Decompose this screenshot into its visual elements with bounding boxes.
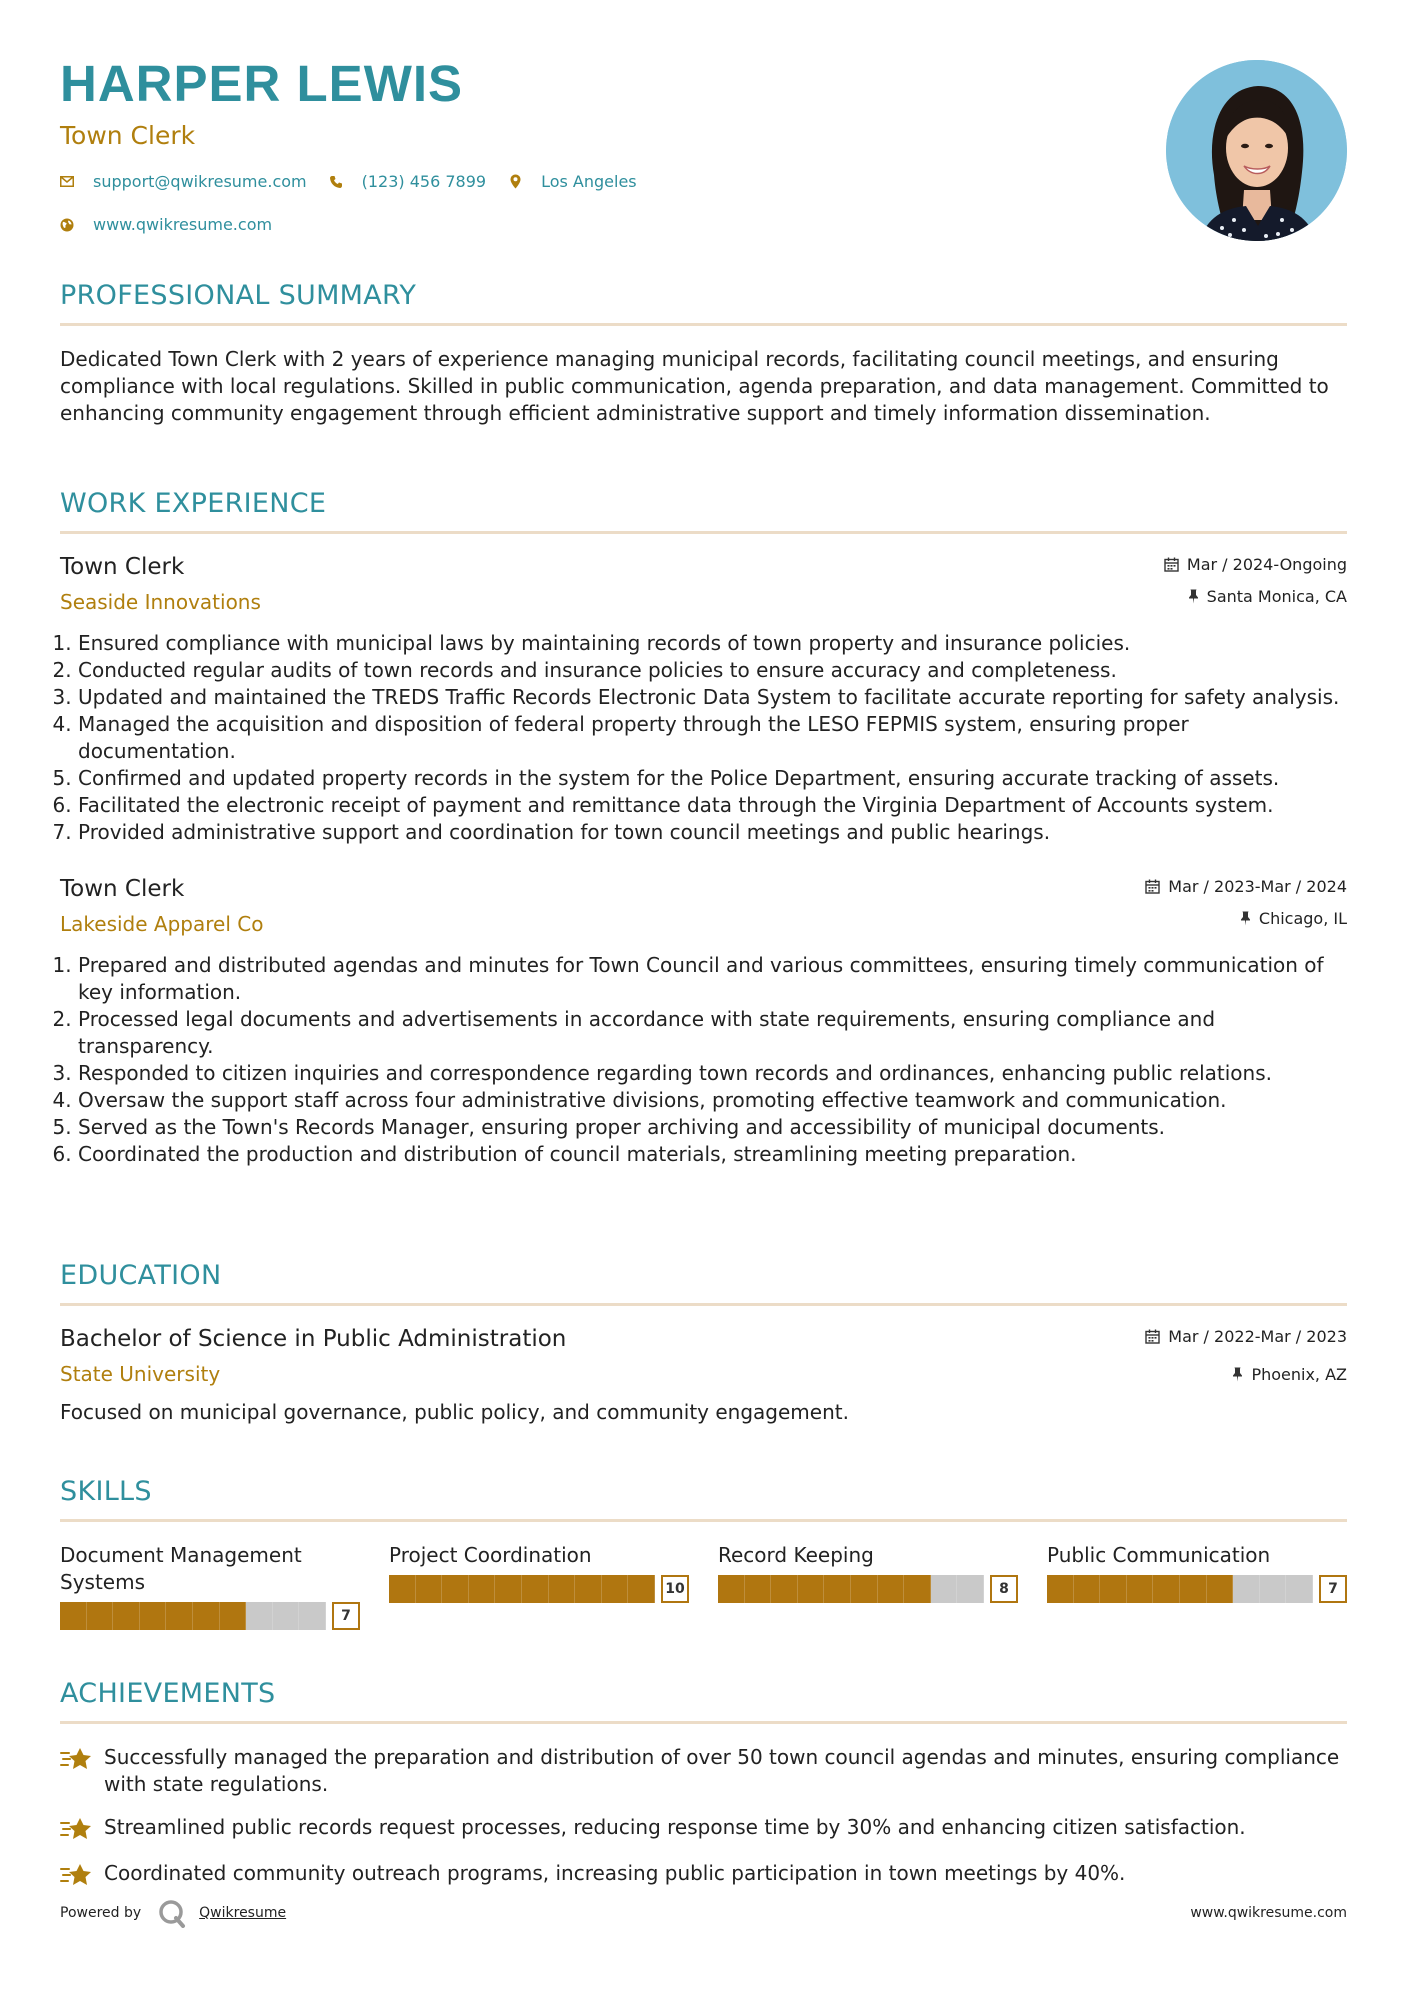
education-meta	[1145, 1326, 1347, 1384]
job-dates: Mar / 2023-Mar / 2024	[1168, 876, 1347, 896]
skill-item	[1047, 1542, 1347, 1630]
job-entry	[60, 554, 1347, 846]
pushpin-icon	[1188, 589, 1199, 604]
brand-link[interactable]: Qwikresume	[199, 1905, 287, 1921]
skill-name: Document Management Systems	[60, 1543, 302, 1594]
skill-track	[718, 1575, 984, 1603]
skill-item	[60, 1542, 360, 1630]
skill-segment-empty	[246, 1602, 273, 1630]
skill-segment-filled	[1207, 1575, 1234, 1603]
job-dates: Mar / 2024-Ongoing	[1186, 554, 1347, 574]
skill-segment-filled	[878, 1575, 905, 1603]
skill-score: 7	[332, 1602, 360, 1630]
page-footer	[60, 1898, 1347, 1928]
skill-segment-filled	[904, 1575, 931, 1603]
job-meta	[1164, 554, 1347, 606]
skill-segment-filled	[113, 1602, 140, 1630]
skill-segment-filled	[220, 1602, 247, 1630]
map-pin-icon	[508, 175, 522, 189]
summary-section	[60, 280, 1347, 427]
star-icon	[60, 1814, 94, 1844]
skill-segment-filled	[602, 1575, 629, 1603]
skill-segment-filled	[851, 1575, 878, 1603]
job-bullet: 4. Managed the acquisition and disposition of federal property through the LESO FEPMIS system, ensuring proper documentation.	[78, 711, 1347, 765]
skill-segment-filled	[1047, 1575, 1074, 1603]
footer-branding	[60, 1898, 286, 1928]
degree-title: Bachelor of Science in Public Administration	[60, 1326, 567, 1352]
achievements-divider	[60, 1721, 1347, 1724]
pushpin-icon	[1232, 1367, 1243, 1382]
skill-segment-filled	[1153, 1575, 1180, 1603]
qwikresume-logo-icon	[157, 1898, 187, 1928]
school-name: State University	[60, 1362, 221, 1386]
skill-rating-bar	[718, 1575, 1018, 1603]
achievements-heading: ACHIEVEMENTS	[60, 1678, 276, 1709]
skill-name: Project Coordination	[389, 1543, 592, 1567]
skill-name: Public Communication	[1047, 1543, 1271, 1567]
job-bullet: 1. Ensured compliance with municipal laws by maintaining records of town property and insurance policies.	[78, 630, 1347, 657]
job-title: Town Clerk	[60, 876, 185, 902]
contact-phone[interactable]	[329, 172, 486, 191]
job-company: Lakeside Apparel Co	[60, 912, 264, 936]
skill-track	[1047, 1575, 1313, 1603]
skill-segment-filled	[718, 1575, 745, 1603]
profile-photo	[1166, 60, 1347, 241]
job-bullet: 3. Responded to citizen inquiries and correspondence regarding town records and ordinances, enhancing public relations.	[78, 1060, 1347, 1087]
skill-segment-filled	[798, 1575, 825, 1603]
skills-divider	[60, 1519, 1347, 1522]
contact-email[interactable]	[60, 172, 307, 191]
star-icon	[60, 1744, 94, 1774]
experience-section	[60, 488, 1347, 1168]
skill-segment-empty	[1286, 1575, 1313, 1603]
skill-name: Record Keeping	[718, 1543, 874, 1567]
skill-segment-filled	[1100, 1575, 1127, 1603]
job-title: Town Clerk	[60, 554, 185, 580]
achievement-item	[60, 1860, 1347, 1890]
job-bullets	[60, 952, 1347, 1168]
skill-rating-bar	[389, 1575, 689, 1603]
resume-header	[60, 55, 1347, 248]
education-heading: EDUCATION	[60, 1260, 222, 1291]
skill-item	[718, 1542, 1018, 1630]
job-meta	[1145, 876, 1347, 928]
skill-segment-filled	[1127, 1575, 1154, 1603]
skill-segment-filled	[1180, 1575, 1207, 1603]
website-text: www.qwikresume.com	[93, 215, 273, 234]
calendar-icon	[1164, 557, 1179, 572]
skill-segment-filled	[522, 1575, 549, 1603]
job-bullet: 6. Coordinated the production and distribution of council materials, streamlining meeting preparation.	[78, 1141, 1347, 1168]
skill-track	[60, 1602, 326, 1630]
job-bullet: 5. Confirmed and updated property records in the system for the Police Department, ensuring accurate tracking of assets.	[78, 765, 1347, 792]
powered-by-label: Powered by	[60, 1905, 142, 1921]
education-description: Focused on municipal governance, public policy, and community engagement.	[60, 1400, 849, 1424]
skill-segment-filled	[60, 1602, 87, 1630]
skill-score: 10	[661, 1575, 689, 1603]
skill-segment-empty	[299, 1602, 326, 1630]
achievements-section	[60, 1678, 1347, 1890]
skill-segment-filled	[469, 1575, 496, 1603]
envelope-icon	[60, 175, 74, 189]
education-section	[60, 1260, 1347, 1424]
skill-segment-filled	[193, 1602, 220, 1630]
skill-segment-filled	[628, 1575, 655, 1603]
calendar-icon	[1145, 879, 1160, 894]
achievement-item	[60, 1744, 1347, 1798]
education-divider	[60, 1303, 1347, 1306]
summary-divider	[60, 323, 1347, 326]
education-header	[60, 1326, 1347, 1386]
skill-segment-filled	[166, 1602, 193, 1630]
calendar-icon	[1145, 1329, 1160, 1344]
skill-segment-empty	[1260, 1575, 1287, 1603]
job-location: Chicago, IL	[1258, 908, 1347, 928]
pushpin-icon	[1240, 911, 1251, 926]
skill-track	[389, 1575, 655, 1603]
achievement-text: Coordinated community outreach programs, increasing public participation in town meetings by 40%.	[104, 1861, 1126, 1885]
footer-site-link[interactable]: www.qwikresume.com	[1190, 1905, 1347, 1921]
job-location: Santa Monica, CA	[1206, 586, 1347, 606]
job-bullet: 6. Facilitated the electronic receipt of payment and remittance data through the Virginia Department of Accounts system.	[78, 792, 1347, 819]
skills-heading: SKILLS	[60, 1476, 152, 1507]
skill-segment-filled	[87, 1602, 114, 1630]
summary-heading: PROFESSIONAL SUMMARY	[60, 280, 417, 311]
skill-item	[389, 1542, 689, 1630]
achievement-item	[60, 1814, 1347, 1844]
skill-score: 7	[1319, 1575, 1347, 1603]
skill-rating-bar	[1047, 1575, 1347, 1603]
email-text: support@qwikresume.com	[93, 172, 307, 191]
skill-segment-filled	[389, 1575, 416, 1603]
job-bullet: 2. Conducted regular audits of town records and insurance policies to ensure accuracy and completeness.	[78, 657, 1347, 684]
skill-segment-filled	[824, 1575, 851, 1603]
achievement-text: Successfully managed the preparation and distribution of over 50 town council agendas and minutes, ensuring compliance with state regulations.	[104, 1745, 1340, 1796]
skill-segment-filled	[745, 1575, 772, 1603]
skill-segment-filled	[1074, 1575, 1101, 1603]
candidate-title: Town Clerk	[60, 121, 196, 150]
star-icon	[60, 1860, 94, 1890]
skill-segment-filled	[771, 1575, 798, 1603]
skill-segment-empty	[957, 1575, 984, 1603]
skill-segment-filled	[575, 1575, 602, 1603]
globe-icon	[60, 218, 74, 232]
skill-segment-empty	[273, 1602, 300, 1630]
achievements-list	[60, 1744, 1347, 1890]
job-entry	[60, 876, 1347, 1168]
skill-segment-filled	[442, 1575, 469, 1603]
skill-segment-empty	[931, 1575, 958, 1603]
skills-section	[60, 1476, 1347, 1630]
job-bullet: 7. Provided administrative support and coordination for town council meetings and public hearings.	[78, 819, 1347, 846]
skills-grid	[60, 1542, 1347, 1630]
skill-rating-bar	[60, 1602, 360, 1630]
job-header	[60, 554, 1347, 614]
education-location: Phoenix, AZ	[1251, 1364, 1347, 1384]
skill-score: 8	[990, 1575, 1018, 1603]
skill-segment-filled	[495, 1575, 522, 1603]
job-bullet: 4. Oversaw the support staff across four administrative divisions, promoting effective teamwork and communication.	[78, 1087, 1347, 1114]
achievement-text: Streamlined public records request processes, reducing response time by 30% and enhancing citizen satisfaction.	[104, 1815, 1246, 1839]
contact-row-primary	[60, 172, 1347, 191]
job-company: Seaside Innovations	[60, 590, 261, 614]
job-bullet: 2. Processed legal documents and advertisements in accordance with state requirements, ensuring compliance and transparency.	[78, 1006, 1347, 1060]
job-header	[60, 876, 1347, 936]
job-bullets	[60, 630, 1347, 846]
phone-text: (123) 456 7899	[361, 172, 487, 191]
contact-website[interactable]	[60, 215, 272, 234]
skill-segment-filled	[140, 1602, 167, 1630]
summary-text: Dedicated Town Clerk with 2 years of experience managing municipal records, facilitating council meetings, and ensuring compliance with local regulations. Skilled in public communication, agenda preparation, and data management. Committed to enhancing community engagement through efficient administrative support and timely information dissemination.	[60, 347, 1329, 425]
skill-segment-filled	[416, 1575, 443, 1603]
education-dates: Mar / 2022-Mar / 2023	[1168, 1326, 1347, 1346]
job-bullet: 1. Prepared and distributed agendas and minutes for Town Council and various committees, ensuring timely communication of key information.	[78, 952, 1347, 1006]
candidate-name: HARPER LEWIS	[60, 55, 464, 112]
job-bullet: 3. Updated and maintained the TREDS Traffic Records Electronic Data System to facilitate accurate reporting for safety analysis.	[78, 684, 1347, 711]
contact-location	[508, 172, 637, 191]
location-text: Los Angeles	[541, 172, 637, 191]
skill-segment-filled	[549, 1575, 576, 1603]
experience-heading: WORK EXPERIENCE	[60, 488, 327, 519]
skill-segment-empty	[1233, 1575, 1260, 1603]
experience-divider	[60, 531, 1347, 534]
contact-row-secondary	[60, 215, 1347, 234]
phone-icon	[329, 175, 343, 189]
job-bullet: 5. Served as the Town's Records Manager, ensuring proper archiving and accessibility of municipal documents.	[78, 1114, 1347, 1141]
